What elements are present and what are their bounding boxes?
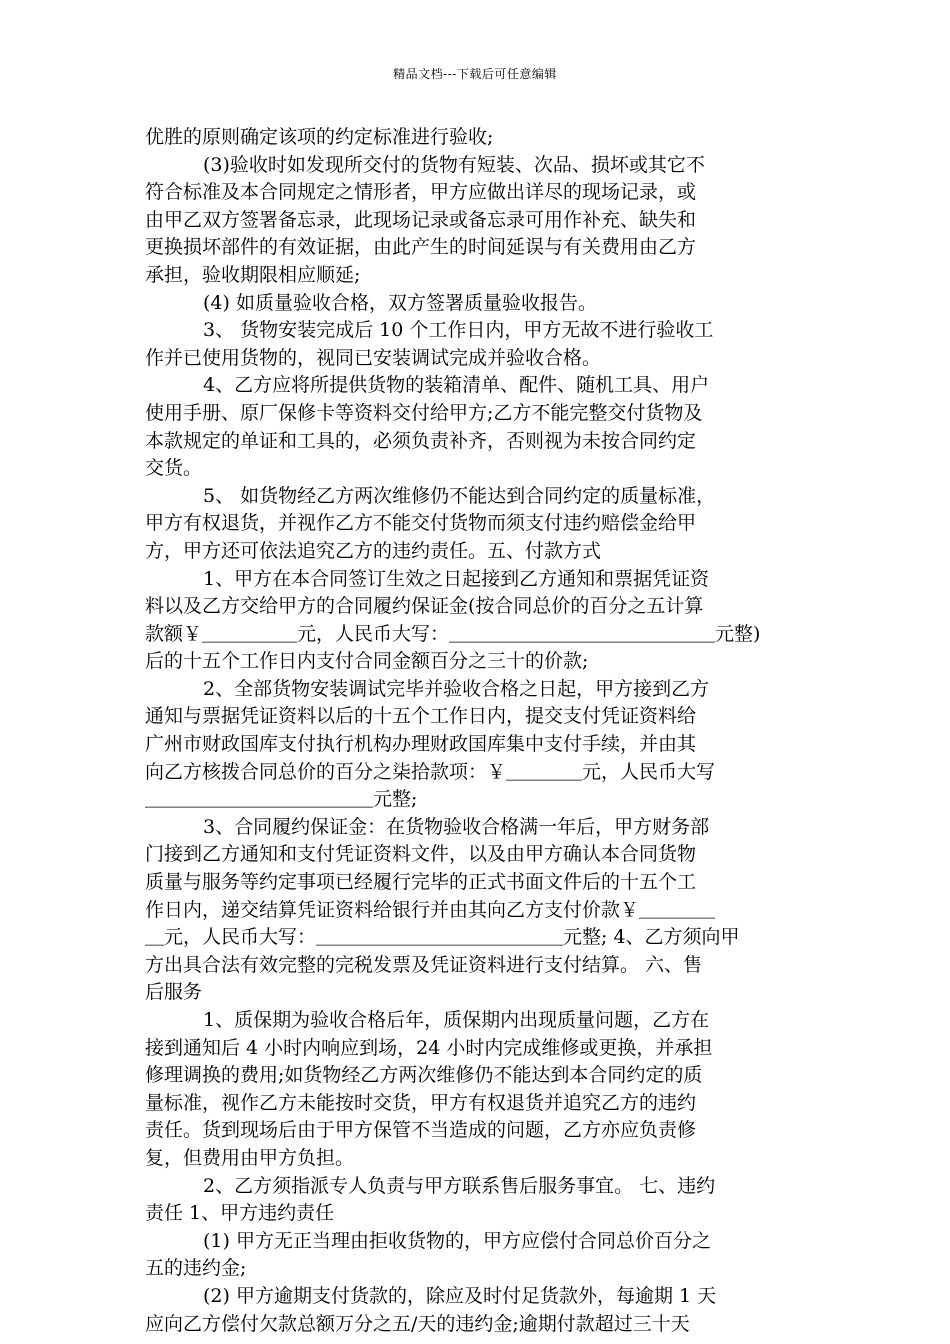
text-line: 符合标准及本合同规定之情形者，甲方应做出详尽的现场记录，或 (145, 181, 697, 204)
text-line: ＿＿＿＿＿＿＿＿＿＿＿＿元整; (145, 788, 418, 811)
text-line: 责任 1、甲方违约责任 (145, 1202, 335, 1225)
text-line: 五的违约金; (145, 1257, 247, 1280)
text-line: 料以及乙方交给甲方的合同履约保证金(按合同总价的百分之五计算 (145, 595, 704, 618)
text-line: 更换损坏部件的有效证据，由此产生的时间延误与有关费用由乙方 (145, 236, 697, 259)
text-line: 向乙方核拨合同总价的百分之柒拾款项：￥＿＿＿＿元，人民币大写 (145, 760, 716, 783)
text-line: 2、乙方须指派专人负责与甲方联系售后服务事宜。 七、违约 (203, 1174, 716, 1197)
page-header-note: 精品文档---下载后可任意编辑 (393, 67, 557, 81)
text-line: (3)验收时如发现所交付的货物有短装、次品、损坏或其它不 (203, 153, 705, 176)
text-line: 应向乙方偿付欠款总额万分之五/天的违约金;逾期付款超过三十天 (145, 1312, 690, 1335)
text-line: 量标准，视作乙方未能按时交货，甲方有权退货并追究乙方的违约 (145, 1091, 697, 1114)
text-line: 3、 货物安装完成后 10 个工作日内，甲方无故不进行验收工 (203, 319, 714, 342)
text-line: 5、 如货物经乙方两次维修仍不能达到合同约定的质量标准， (203, 484, 716, 507)
text-line: 后的十五个工作日内支付合同金额百分之三十的价款; (145, 650, 589, 673)
text-line: 2、全部货物安装调试完毕并验收合格之日起，甲方接到乙方 (203, 677, 710, 700)
text-line: 方，甲方还可依法追究乙方的违约责任。五、付款方式 (145, 539, 602, 562)
text-line: 4、乙方应将所提供货物的装箱清单、配件、随机工具、用户 (203, 374, 710, 397)
text-line: 使用手册、原厂保修卡等资料交付给甲方;乙方不能完整交付货物及 (145, 401, 703, 424)
text-line: 修理调换的费用;如货物经乙方两次维修仍不能达到本合同约定的质 (145, 1064, 703, 1087)
text-line: 交货。 (145, 457, 203, 480)
text-line: 承担，验收期限相应顺延; (145, 263, 361, 286)
text-line: 作日内，递交结算凭证资料给银行并由其向乙方支付价款￥＿＿＿＿ (145, 898, 716, 921)
text-line: 本款规定的单证和工具的，必须负责补齐，否则视为未按合同约定 (145, 429, 697, 452)
document-body (145, 124, 808, 1338)
text-line: 质量与服务等约定事项已经履行完毕的正式书面文件后的十五个工 (145, 871, 697, 894)
text-line: 1、质保期为验收合格后年，质保期内出现质量问题，乙方在 (203, 1009, 710, 1031)
text-line: 优胜的原则确定该项的约定标准进行验收; (145, 126, 494, 148)
text-line: (2) 甲方逾期支付货款的，除应及时付足货款外，每逾期 1 天 (203, 1284, 717, 1307)
text-line: 由甲乙双方签署备忘录，此现场记录或备忘录可用作补充、缺失和 (145, 208, 697, 231)
text-line: 广州市财政国库支付执行机构办理财政国库集中支付手续，并由其 (145, 733, 697, 756)
text-line: 责任。货到现场后由于甲方保管不当造成的问题，乙方亦应负责修 (145, 1119, 697, 1142)
text-line: 3、合同履约保证金：在货物验收合格满一年后，甲方财务部 (203, 815, 710, 838)
text-line: 甲方有权退货，并视作乙方不能交付货物而须支付违约赔偿金给甲 (145, 512, 697, 535)
text-line: 方出具合法有效完整的完税发票及凭证资料进行支付结算。 六、售 (145, 953, 703, 976)
text-line: 通知与票据凭证资料以后的十五个工作日内，提交支付凭证资料给 (145, 705, 697, 728)
text-line: (1) 甲方无正当理由拒收货物的，甲方应偿付合同总价百分之 (203, 1229, 711, 1252)
text-line: 作并已使用货物的，视同已安装调试完成并验收合格。 (145, 346, 602, 369)
text-line: 门接到乙方通知和支付凭证资料文件，以及由甲方确认本合同货物 (145, 843, 697, 866)
text-line: 复，但费用由甲方负担。 (145, 1146, 355, 1169)
text-line: (4) 如质量验收合格，双方签署质量验收报告。 (203, 291, 597, 314)
text-line: 后服务 (145, 981, 203, 1004)
text-line: 1、甲方在本合同签订生效之日起接到乙方通知和票据凭证资 (203, 567, 710, 590)
text-line: 接到通知后 4 小时内响应到场，24 小时内完成维修或更换，并承担 (145, 1036, 713, 1059)
text-line: ＿元，人民币大写：＿＿＿＿＿＿＿＿＿＿＿＿＿元整; 4、乙方须向甲 (145, 926, 740, 949)
text-line: 款额￥＿＿＿＿＿元，人民币大写：＿＿＿＿＿＿＿＿＿＿＿＿＿＿元整) (145, 622, 761, 645)
